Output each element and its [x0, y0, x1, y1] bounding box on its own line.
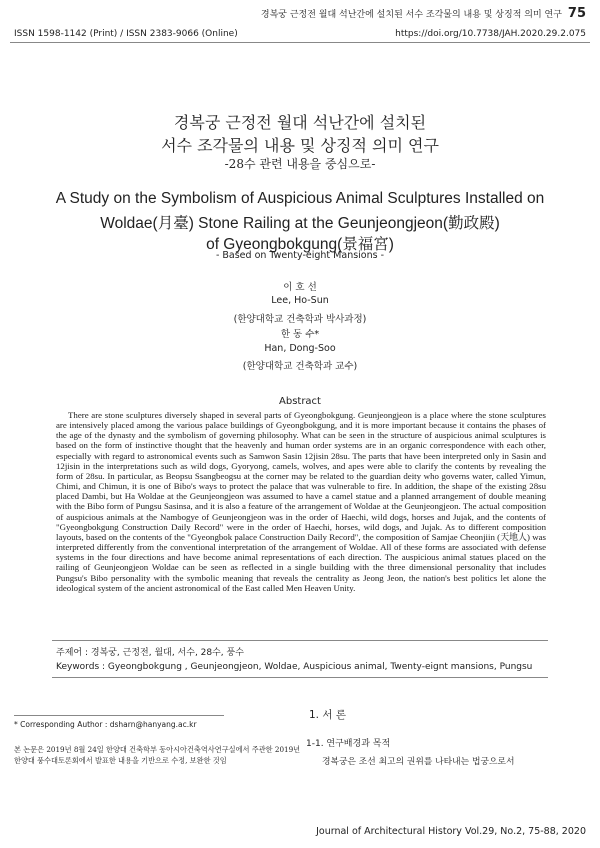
author1-name-en: Lee, Ho-Sun: [271, 295, 329, 306]
title-en-subtitle: - Based on Twenty-eight Mansions -: [215, 250, 385, 261]
subsection-title: 1-1. 연구배경과 목적: [306, 739, 391, 749]
keywords-top-rule: [52, 640, 548, 641]
running-title: 경복궁 근정전 월대 석난간에 설치된 서수 조각물의 내용 및 상징적 의미 연구: [260, 10, 562, 20]
doi-link[interactable]: https://doi.org/10.7738/JAH.2020.29.2.075: [395, 29, 586, 39]
running-header: [0, 6, 586, 21]
author1-affiliation: (한양대학교 건축학과 박사과정): [233, 314, 367, 325]
keywords-en: Keywords : Gyeongbokgung , Geunjeongjeon, Woldae, Auspicious animal, Twenty-eignt mansions, Pungsu: [56, 662, 533, 672]
footnote-note: 본 논문은 2019년 8월 24일 한양대 건축학부 동아시아건축역사연구실에서 주관한 2019년 한양대 풍수대토론회에서 발표한 내용을 기반으로 수정, 보완한 것임: [14, 745, 301, 765]
abstract-heading: Abstract: [279, 396, 321, 407]
page-number: 75: [567, 6, 586, 21]
keywords-ko: 주제어 : 경복궁, 근정전, 월대, 서수, 28수, 풍수: [56, 648, 244, 658]
body-text: 경복궁은 조선 최고의 권위를 나타내는 법궁으로서: [322, 757, 515, 767]
keywords-bottom-rule: [52, 677, 548, 678]
author2-name-ko: 한 동 수*: [280, 329, 320, 340]
author2-affiliation: (한양대학교 건축학과 교수): [242, 361, 358, 372]
title-ko-subtitle: -28수 관련 내용을 중심으로-: [224, 157, 376, 171]
title-ko-line1: 경복궁 근정전 월대 석난간에 설치된: [173, 113, 427, 132]
abstract-text: There are stone sculptures diversely shaped in several parts of Gyeongbokgung. Geunjeongjeon is a place where the stone sculptures are intensively placed among the various palace buildings of Gyeongbokgung, and it is more important because it contains the phases of the age of the dynasty and the symbolism of governing philosophy. What can be seen in the structure of auspicious animal sculptures is based on the form of instinctive thought that the heavenly and human order systems are in an organic correspondence with each other, especially with regard to astronomical events such as Samwon Sasin 12jisin 28su. The parts that have been interpreted only in Sasin and 12jisin in the interpretations such as wild dogs, Gyoryong, camels, wolves, and apes were able to clarify the contents by revealing the form of 28su. In particular, as Beopsu Ssangbeogsu at the corner may be related to the guardian deity who governs water, called Yimun, Chimi, and Chimun, it is one of Bibo's ways to protect the palace that was vulnerable to fire. In addition, the shape of the existing 28su placed Dambi, but Ha Woldae at the Geunjeongjeon was assumed to have a camel statue and a planned arrangement of double meaning with the Bibo form of Pungsu Sasinsa, and it is also a feature of the arrangement of Woldae at the Geunjeongjeon. The actual composition of auspicious animals at the Nambogye of Geunjeongjeon was in the order of Haechi, wild dogs, horses and Jujak, and the contents of "Gyeongbokgung Construction Daily Record" were in the order of Haechi, horses, wild dogs, and Jujak. As to different composition layouts, based on the contents of the "Gyeongbok palace Construction Daily Record", the composition of Samjae Cheonjiin (天地人) was interpreted differently from the conventional interpretation of the arrangement of Woldae. All of these forms are associated with defense systems in the four directions and have become animal representations of each direction. The auspicious animal statues placed on the railing of Geunjeongjeon Woldae can be seen as reflected in a single building with the three dimensional personality that includes Pungsu's Bibo personality with the symbolic meaning that reveals the centrality as Jeong Jeon, the nation's best politics let alone the ideological system of the ancient astronomical of the East called Men Heaven Unity.: [56, 410, 546, 593]
title-ko-line2: 서수 조각물의 내용 및 상징적 의미 연구: [161, 136, 439, 155]
issn: ISSN 1598-1142 (Print) / ISSN 2383-9066 (Online): [14, 29, 238, 39]
section-title: 1. 서 론: [309, 709, 346, 721]
author1-name-ko: 이 호 선: [283, 282, 317, 293]
author2-name-en: Han, Dong-Soo: [264, 343, 336, 354]
header-rule: [10, 42, 590, 43]
title-en-line1: A Study on the Symbolism of Auspicious Animal Sculptures Installed on: [55, 190, 545, 207]
corresponding-author: * Corresponding Author : dsharn@hanyang.ac.kr: [14, 720, 197, 729]
footnote-rule: [14, 715, 224, 716]
title-en-line3: of Gyeongbokgung(景福宮): [206, 236, 394, 253]
title-en-line2: Woldae(月臺) Stone Railing at the Geunjeongjeon(勤政殿): [100, 215, 500, 232]
journal-footer: Journal of Architectural History Vol.29, No.2, 75-88, 2020: [316, 826, 586, 837]
